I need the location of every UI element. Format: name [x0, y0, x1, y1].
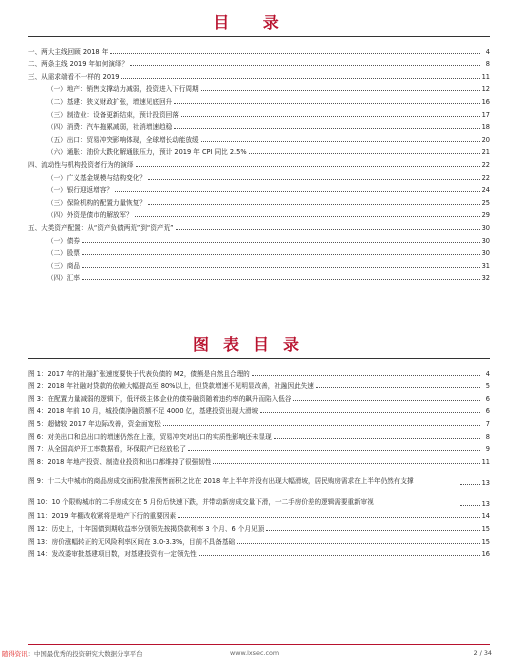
entry-page-number: 29	[481, 211, 490, 220]
dot-leader	[181, 116, 480, 117]
entry-title: 图 6：对美出口和总出口的增速仍然在上涨，贸易冲突对出口的实质性影响还未显现	[28, 432, 272, 441]
entry-page-number: 8	[485, 432, 490, 441]
entry-page-number: 25	[481, 198, 490, 207]
entry-title: （六）通胀：油价大跌化解通胀压力，预计 2019 年 CPI 同比 2.5%	[47, 148, 247, 157]
toc-entry[interactable]	[28, 487, 490, 508]
entry-title: 图 11：2019 年棚改收紧将是地产下行的重要因素	[28, 512, 177, 521]
entry-page-number: 4	[485, 369, 490, 378]
toc-entry[interactable]	[28, 257, 490, 270]
entry-page-number: 30	[481, 249, 490, 258]
footer-site-link[interactable]: www.lxsec.com	[230, 649, 280, 657]
dot-leader	[148, 204, 480, 205]
dot-leader	[82, 267, 480, 268]
entry-page-number: 8	[485, 60, 490, 69]
entry-page-number: 5	[485, 382, 490, 391]
entry-title: 图 1：2017 年的社融扩张速度要快于代表负债的 M2，债熊是自然且合理的	[28, 369, 250, 378]
watermark-text: 随得资讯	[2, 650, 28, 658]
toc-entry[interactable]	[28, 144, 490, 157]
toc-entry[interactable]	[28, 466, 490, 487]
entry-title: 图 2：2018 年社融对贷款的依赖大幅提高至 80%以上，但贷款增速不见明显改善，社融因此失速	[28, 382, 314, 391]
dot-leader	[188, 450, 480, 451]
dot-leader	[199, 555, 480, 556]
dot-leader	[249, 153, 480, 154]
entry-title: （二）基建：狭义财政扩张，增速见底回升	[47, 97, 173, 106]
entry-page-number: 24	[481, 186, 490, 195]
dot-leader	[252, 375, 480, 376]
dot-leader	[163, 425, 480, 426]
entry-title: 四、流动性与机构投资者行为的演绎	[28, 160, 134, 169]
toc-entry[interactable]	[28, 245, 490, 258]
dot-leader	[136, 166, 480, 167]
entry-title: 图 7：从全国高炉开工率数据看，环保限产已经放松了	[28, 445, 186, 454]
figures-list	[28, 365, 490, 558]
toc-top-rule	[28, 36, 490, 37]
dot-leader	[82, 242, 480, 243]
toc-entry[interactable]	[28, 378, 490, 391]
entry-page-number: 30	[481, 223, 490, 232]
toc-entry[interactable]	[28, 232, 490, 245]
dot-leader	[178, 517, 480, 518]
dot-leader	[201, 141, 480, 142]
entry-page-number: 31	[481, 261, 490, 270]
toc-entry[interactable]	[28, 68, 490, 81]
entry-page-number: 15	[481, 537, 490, 546]
entry-page-number: 7	[485, 419, 490, 428]
toc-entry[interactable]	[28, 219, 490, 232]
toc-entry[interactable]	[28, 106, 490, 119]
entry-page-number: 32	[481, 274, 490, 283]
footer-slogan: ：中国最优秀的投资研究大数据分享平台	[27, 650, 143, 658]
toc-entry[interactable]	[28, 156, 490, 169]
toc-entry[interactable]	[28, 390, 490, 403]
entry-page-number: 21	[481, 148, 490, 157]
dot-leader	[213, 463, 479, 464]
dot-leader	[260, 412, 480, 413]
toc-entry[interactable]	[28, 533, 490, 546]
entry-page-number: 4	[485, 47, 490, 56]
dot-leader	[82, 254, 480, 255]
entry-title: 图 10：10 个限购城市的二手房成交在 5 月份后快速下跌，并带动新房成交量下滑，一二手房价差的逻辑需要重新审视	[28, 498, 374, 507]
footer-left	[2, 649, 143, 658]
entry-page-number: 6	[485, 407, 490, 416]
entry-page-number: 16	[481, 550, 490, 559]
toc-entry[interactable]	[28, 207, 490, 220]
entry-page-number: 11	[481, 457, 490, 466]
toc-entry[interactable]	[28, 270, 490, 283]
dot-leader	[82, 279, 480, 280]
entry-title: （一）债券	[47, 236, 80, 245]
dot-leader	[237, 543, 480, 544]
entry-title: （一）银行迎返增容？	[47, 186, 113, 195]
dot-leader	[176, 229, 480, 230]
toc-entry[interactable]	[28, 169, 490, 182]
entry-title: 五、大类资产配置：从“资产负债两荒”到“资产荒”	[28, 223, 174, 232]
footer-rule	[28, 644, 490, 645]
dot-leader	[266, 530, 479, 531]
entry-page-number: 22	[481, 160, 490, 169]
toc-entry[interactable]	[28, 415, 490, 428]
dot-leader	[174, 128, 479, 129]
entry-title: 图 13：房价涨幅转正的无风险利率区间在 3.0-3.3%，目前不具备基础	[28, 537, 236, 546]
entry-title: （三）商品	[47, 261, 80, 270]
dot-leader	[115, 191, 480, 192]
dot-leader	[135, 216, 480, 217]
toc-entry[interactable]	[28, 194, 490, 207]
dot-leader	[174, 103, 479, 104]
entry-page-number: 16	[481, 97, 490, 106]
toc-entry[interactable]	[28, 131, 490, 144]
toc-entry[interactable]	[28, 43, 490, 56]
entry-page-number: 6	[485, 394, 490, 403]
toc-entry[interactable]	[28, 508, 490, 521]
toc-entry[interactable]	[28, 546, 490, 559]
entry-title: （一）广义基金规模与结构变化？	[47, 173, 146, 182]
entry-title: 一、两大主线回顾 2018 年	[28, 47, 109, 56]
figures-title: 图表目录	[192, 335, 313, 354]
entry-title: （四）外资是债市的解放军？	[47, 211, 133, 220]
entry-title: 图 3：在配置力量减弱的逻辑下，低评级主体企业的债券融资随着违约率的飙升而陷入低谷	[28, 394, 292, 403]
toc-title: 目 录	[213, 13, 293, 32]
toc-entry[interactable]	[28, 81, 490, 94]
entry-title: （五）出口：贸易冲突影响体现，全球增长动能放缓	[47, 135, 199, 144]
toc-entry[interactable]	[28, 93, 490, 106]
entry-page-number: 12	[481, 85, 490, 94]
dot-leader	[130, 65, 480, 66]
toc-entry[interactable]	[28, 453, 490, 466]
dot-leader	[201, 90, 480, 91]
toc-entry[interactable]	[28, 520, 490, 533]
entry-page-number: 13	[481, 499, 490, 508]
toc-list	[28, 43, 490, 282]
dot-leader	[121, 78, 479, 79]
entry-title: 二、两条主线 2019 年如何演绎？	[28, 60, 129, 69]
entry-title: （四）汇率	[47, 274, 80, 283]
entry-title: （三）保险机构的配置力量恢复？	[47, 198, 146, 207]
toc-entry[interactable]	[28, 428, 490, 441]
entry-page-number: 13	[481, 478, 490, 487]
entry-title: 三、从需求端看不一样的 2019	[28, 72, 120, 81]
entry-title: （四）消费：汽车拖累减弱，社消增速趋稳	[47, 123, 173, 132]
entry-title: 图 8：2018 年地产投资、制造业投资和出口都维持了很强韧性	[28, 457, 212, 466]
dot-leader	[274, 438, 480, 439]
entry-page-number: 14	[481, 512, 490, 521]
toc-entry[interactable]	[28, 56, 490, 69]
toc-entry[interactable]	[28, 182, 490, 195]
entry-title: 图 12：历史上，十年国债到期收益率分别领先按揭贷款利率 3 个月、6 个月见顶	[28, 524, 265, 533]
entry-page-number: 11	[481, 72, 490, 81]
entry-page-number: 20	[481, 135, 490, 144]
entry-title: 图 9：十二大中城市的商品房成交面积/批准预售面积之比在 2018 年上半年并没有出现大幅滑坡，居民购房需求在上半年仍然有支撑	[28, 477, 414, 486]
entry-title: （三）制造业：设备更新结束，预计投资回落	[47, 110, 179, 119]
toc-entry[interactable]	[28, 119, 490, 132]
entry-title: 图 4：2018 年前 10 月，城投债净融资额不足 4000 亿，基建投资出现大滑坡	[28, 407, 259, 416]
dot-leader	[316, 387, 480, 388]
entry-page-number: 17	[481, 110, 490, 119]
entry-title: （二）股票	[47, 249, 80, 258]
entry-page-number: 18	[481, 123, 490, 132]
page-footer	[0, 647, 506, 660]
toc-entry[interactable]	[28, 365, 490, 378]
toc-entry[interactable]	[28, 441, 490, 454]
page-number: 2 / 34	[473, 649, 492, 657]
entry-page-number: 30	[481, 236, 490, 245]
toc-entry[interactable]	[28, 403, 490, 416]
entry-page-number: 9	[485, 445, 490, 454]
entry-page-number: 22	[481, 173, 490, 182]
figures-top-rule	[28, 358, 490, 359]
dot-leader	[460, 505, 480, 506]
dot-leader	[148, 179, 480, 180]
entry-title: （一）地产：销售支撑动力减弱，投资进入下行周期	[47, 85, 199, 94]
entry-title: 图 14：发改委审批基建项目数，对基建投资有一定领先性	[28, 550, 197, 559]
entry-page-number: 15	[481, 524, 490, 533]
dot-leader	[110, 53, 480, 54]
entry-title: 图 5：超储较 2017 年边际改善，资金面宽松	[28, 419, 161, 428]
dot-leader	[460, 484, 480, 485]
dot-leader	[293, 400, 480, 401]
